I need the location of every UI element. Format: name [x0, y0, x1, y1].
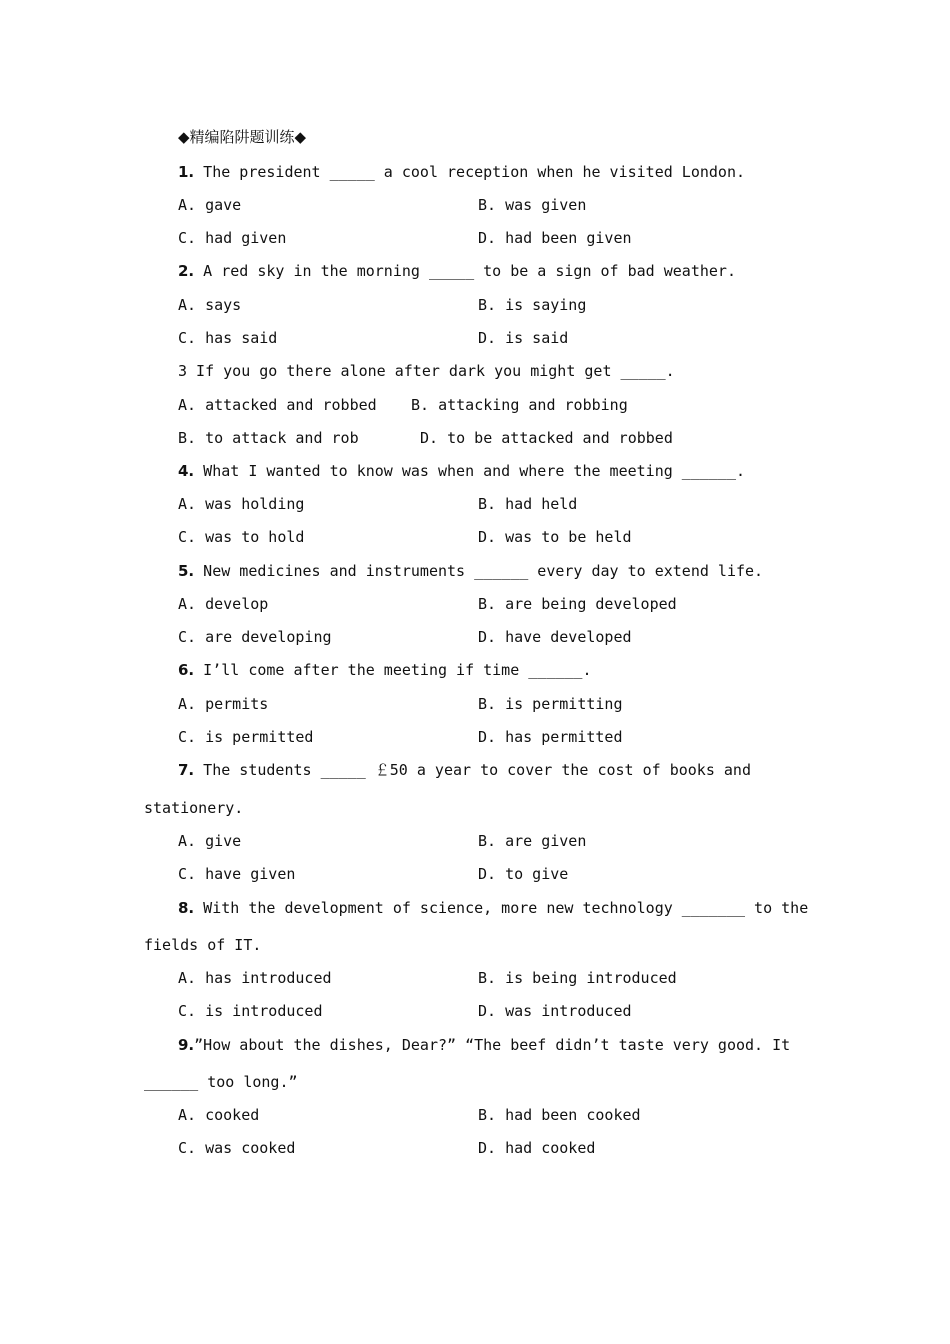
question-number: 5. — [178, 562, 195, 580]
question-9-option-b: B. had been cooked — [478, 1106, 641, 1124]
question-9-stem — [178, 1035, 790, 1055]
question-8-option-c: C. is introduced — [178, 1002, 323, 1020]
question-4-option-b: B. had held — [478, 495, 578, 513]
question-number: 1. — [178, 163, 195, 181]
question-number: 2. — [178, 262, 195, 280]
question-8-option-d: D. was introduced — [478, 1002, 632, 1020]
question-text: The students _____ ￡50 a year to cover the cost of books and — [194, 761, 751, 779]
question-8-option-b: B. is being introduced — [478, 969, 677, 987]
question-number: 4. — [178, 462, 195, 480]
question-1-option-d: D. had been given — [478, 229, 632, 247]
question-7-stem — [178, 760, 751, 780]
question-1-option-a: A. gave — [178, 196, 242, 214]
question-5-option-c: C. are developing — [178, 628, 332, 646]
question-7-option-a: A. give — [178, 832, 242, 850]
question-4-option-d: D. was to be held — [478, 528, 632, 546]
question-text: With the development of science, more new technology _______ to the — [194, 899, 809, 917]
question-number: 6. — [178, 661, 195, 679]
question-number: 3 — [178, 362, 188, 380]
question-6-option-d: D. has permitted — [478, 728, 623, 746]
question-number: 7. — [178, 761, 195, 779]
question-2-stem — [178, 261, 736, 281]
question-9-option-a: A. cooked — [178, 1106, 260, 1124]
question-8-option-a: A. has introduced — [178, 969, 332, 987]
question-text: If you go there alone after dark you might get _____. — [187, 362, 675, 380]
question-4-option-a: A. was holding — [178, 495, 305, 513]
question-1-stem — [178, 162, 745, 182]
question-2-option-a: A. says — [178, 296, 242, 314]
question-1-option-c: C. had given — [178, 229, 287, 247]
question-9-stem-continued: ______ too long.” — [144, 1073, 298, 1091]
question-text: A red sky in the morning _____ to be a sign of bad weather. — [194, 262, 736, 280]
question-text: New medicines and instruments ______ every day to extend life. — [194, 562, 764, 580]
question-7-option-d: D. to give — [478, 865, 569, 883]
question-6-option-c: C. is permitted — [178, 728, 314, 746]
question-5-option-d: D. have developed — [478, 628, 632, 646]
question-2-option-d: D. is said — [478, 329, 569, 347]
question-4-stem — [178, 461, 745, 481]
question-1-option-b: B. was given — [478, 196, 587, 214]
question-7-option-c: C. have given — [178, 865, 296, 883]
question-8-stem — [178, 898, 808, 918]
question-text: What I wanted to know was when and where the meeting ______. — [194, 462, 746, 480]
question-6-option-b: B. is permitting — [478, 695, 623, 713]
question-text: I’ll come after the meeting if time ______. — [194, 661, 592, 679]
question-6-option-a: A. permits — [178, 695, 269, 713]
question-5-option-a: A. develop — [178, 595, 269, 613]
question-text: ”How about the dishes, Dear?” “The beef didn’t taste very good. It — [194, 1036, 791, 1054]
question-3-stem — [178, 361, 675, 381]
question-7-stem-continued: stationery. — [144, 799, 244, 817]
question-3-option-a: A. attacked and robbed — [178, 396, 377, 414]
question-9-option-d: D. had cooked — [478, 1139, 596, 1157]
question-4-option-c: C. was to hold — [178, 528, 305, 546]
question-8-stem-continued: fields of IT. — [144, 936, 262, 954]
question-6-stem — [178, 660, 592, 680]
section-heading: ◆精编陷阱题训练◆ — [178, 128, 307, 146]
question-2-option-c: C. has said — [178, 329, 278, 347]
question-9-option-c: C. was cooked — [178, 1139, 296, 1157]
question-5-stem — [178, 561, 763, 581]
question-3-option-d: D. to be attacked and robbed — [420, 429, 673, 447]
question-number: 8. — [178, 899, 195, 917]
question-text: The president _____ a cool reception when he visited London. — [194, 163, 746, 181]
question-3-option-c: B. to attack and rob — [178, 429, 359, 447]
question-7-option-b: B. are given — [478, 832, 587, 850]
question-number: 9. — [178, 1036, 195, 1054]
question-5-option-b: B. are being developed — [478, 595, 677, 613]
question-2-option-b: B. is saying — [478, 296, 587, 314]
question-3-option-b: B. attacking and robbing — [411, 396, 628, 414]
